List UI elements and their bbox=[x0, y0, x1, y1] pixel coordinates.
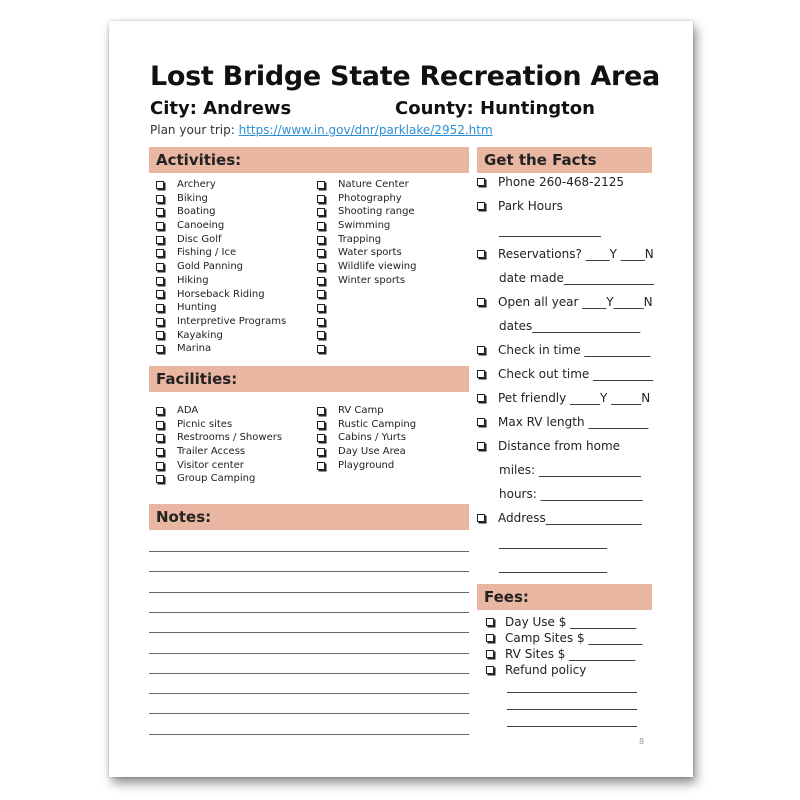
notes-line[interactable] bbox=[149, 632, 469, 633]
checklist-item[interactable] bbox=[317, 329, 416, 343]
fact-distance-text: Distance from home bbox=[498, 439, 621, 453]
address-line-1[interactable]: __________________ bbox=[499, 535, 607, 549]
checklist-label: RV Camp bbox=[338, 405, 384, 416]
fact-park-hours-text: Park Hours bbox=[498, 199, 563, 213]
fact-open-all-year[interactable] bbox=[477, 295, 653, 309]
refund-line-3[interactable] bbox=[507, 726, 637, 727]
notes-line[interactable] bbox=[149, 693, 469, 694]
checklist-label: Winter sports bbox=[338, 274, 406, 286]
checklist-label: Cabins / Yurts bbox=[338, 432, 407, 444]
checkbox[interactable] bbox=[317, 222, 325, 230]
checklist-label: Kayaking bbox=[177, 329, 223, 341]
checkbox[interactable] bbox=[317, 290, 325, 298]
checkbox[interactable] bbox=[156, 290, 164, 298]
checkbox[interactable] bbox=[477, 442, 485, 450]
checklist-item[interactable] bbox=[156, 472, 282, 486]
checkbox[interactable] bbox=[156, 434, 164, 442]
checkbox[interactable] bbox=[317, 331, 325, 339]
checkbox[interactable] bbox=[156, 448, 164, 456]
checkbox[interactable] bbox=[317, 249, 325, 257]
checklist-item[interactable] bbox=[317, 178, 416, 192]
checkbox[interactable] bbox=[156, 195, 164, 203]
checkbox[interactable] bbox=[156, 304, 164, 312]
checklist-label: Archery bbox=[177, 179, 216, 190]
checkbox[interactable] bbox=[317, 236, 325, 244]
checklist-label: Fishing / Ice bbox=[177, 247, 237, 259]
checkbox[interactable] bbox=[156, 407, 164, 415]
checklist-item[interactable] bbox=[486, 630, 642, 646]
checklist-item[interactable] bbox=[317, 315, 416, 329]
fact-check-out-text: Check out time __________ bbox=[498, 367, 654, 381]
checklist-label: Shooting range bbox=[338, 206, 415, 218]
checkbox[interactable] bbox=[156, 345, 164, 353]
checklist-item[interactable] bbox=[156, 246, 286, 260]
page-number: 8 bbox=[639, 737, 645, 746]
fact-check-in-text: Check in time ___________ bbox=[498, 343, 651, 357]
checkbox[interactable] bbox=[156, 462, 164, 470]
checkbox[interactable] bbox=[156, 181, 164, 189]
notes-line[interactable] bbox=[149, 551, 469, 552]
checklist-label: Playground bbox=[338, 459, 395, 471]
checkbox[interactable] bbox=[317, 208, 325, 216]
checkbox[interactable] bbox=[317, 407, 325, 415]
checklist-item[interactable] bbox=[156, 192, 286, 206]
checklist-label: Hunting bbox=[177, 302, 217, 314]
checklist-label: Nature Center bbox=[338, 179, 409, 190]
checklist-label: Group Camping bbox=[177, 473, 256, 485]
plan-trip-label: Plan your trip: bbox=[150, 123, 239, 137]
checklist-item[interactable] bbox=[317, 219, 416, 233]
checkbox[interactable] bbox=[486, 666, 494, 674]
activities-heading: Activities: bbox=[149, 147, 469, 173]
fact-phone-text: Phone 260-468-2125 bbox=[498, 175, 624, 189]
checkbox[interactable] bbox=[317, 318, 325, 326]
checkbox[interactable] bbox=[486, 618, 494, 626]
checklist-item[interactable] bbox=[486, 646, 642, 662]
notes-line[interactable] bbox=[149, 653, 469, 654]
checkbox[interactable] bbox=[156, 222, 164, 230]
fact-date-made[interactable]: date made_______________ bbox=[499, 271, 654, 285]
checklist-item[interactable] bbox=[156, 404, 282, 418]
fact-phone[interactable] bbox=[477, 175, 624, 189]
fact-dates[interactable]: dates__________________ bbox=[499, 319, 641, 333]
checkbox[interactable] bbox=[477, 202, 485, 210]
checkbox[interactable] bbox=[317, 462, 325, 470]
checkbox[interactable] bbox=[317, 263, 325, 271]
checklist-item[interactable] bbox=[317, 192, 416, 206]
checkbox[interactable] bbox=[486, 650, 494, 658]
fees-heading: Fees: bbox=[477, 584, 652, 610]
checkbox[interactable] bbox=[317, 421, 325, 429]
activities-list-right bbox=[317, 178, 416, 356]
checklist-item[interactable] bbox=[486, 662, 642, 678]
checklist-label: Hiking bbox=[177, 274, 209, 286]
checklist-item[interactable] bbox=[156, 329, 286, 343]
notes-line[interactable] bbox=[149, 571, 469, 572]
checklist-item[interactable] bbox=[317, 246, 416, 260]
park-website-link[interactable]: https://www.in.gov/dnr/parklake/2952.htm bbox=[238, 123, 493, 137]
fact-hours[interactable]: hours: _________________ bbox=[499, 487, 643, 501]
checklist-label: Horseback Riding bbox=[177, 288, 265, 300]
checklist-item[interactable] bbox=[317, 418, 416, 432]
fact-check-out[interactable] bbox=[477, 367, 653, 381]
notes-line[interactable] bbox=[149, 673, 469, 674]
checkbox[interactable] bbox=[156, 318, 164, 326]
checklist-item[interactable] bbox=[317, 459, 416, 473]
facilities-heading: Facilities: bbox=[149, 366, 469, 392]
checklist-item[interactable] bbox=[486, 614, 642, 630]
checkbox[interactable] bbox=[477, 298, 485, 306]
facts-heading: Get the Facts bbox=[477, 147, 652, 173]
checkbox[interactable] bbox=[486, 634, 494, 642]
checklist-label: Canoeing bbox=[177, 220, 225, 232]
facilities-list-left bbox=[156, 404, 282, 486]
checkbox[interactable] bbox=[317, 345, 325, 353]
checklist-label: Interpretive Programs bbox=[177, 315, 287, 327]
checklist-item[interactable] bbox=[317, 301, 416, 315]
notes-line[interactable] bbox=[149, 734, 469, 735]
notes-line[interactable] bbox=[149, 713, 469, 714]
checklist-label: Wildlife viewing bbox=[338, 261, 417, 273]
checkbox[interactable] bbox=[156, 475, 164, 483]
checklist-label: Trapping bbox=[338, 233, 382, 245]
checkbox[interactable] bbox=[156, 421, 164, 429]
fees-list bbox=[486, 614, 642, 678]
checkbox[interactable] bbox=[156, 263, 164, 271]
checklist-label: Biking bbox=[177, 192, 208, 204]
fact-address[interactable] bbox=[477, 511, 642, 525]
checkbox[interactable] bbox=[477, 418, 485, 426]
refund-line-1[interactable] bbox=[507, 692, 637, 693]
checkbox[interactable] bbox=[317, 304, 325, 312]
checklist-item[interactable] bbox=[156, 315, 286, 329]
checkbox[interactable] bbox=[156, 236, 164, 244]
form-page bbox=[109, 21, 693, 777]
notes-line[interactable] bbox=[149, 592, 469, 593]
notes-heading: Notes: bbox=[149, 504, 469, 530]
park-hours-line[interactable]: _________________ bbox=[499, 223, 601, 237]
checkbox[interactable] bbox=[317, 448, 325, 456]
checkbox[interactable] bbox=[156, 249, 164, 257]
checklist-item[interactable] bbox=[317, 288, 416, 302]
checkbox[interactable] bbox=[477, 346, 485, 354]
checklist-item[interactable] bbox=[317, 233, 416, 247]
activities-list-left bbox=[156, 178, 286, 356]
fact-pet-friendly[interactable] bbox=[477, 391, 650, 405]
checkbox[interactable] bbox=[317, 195, 325, 203]
checkbox[interactable] bbox=[317, 181, 325, 189]
checklist-label: Water sports bbox=[338, 247, 402, 259]
checklist-label: Restrooms / Showers bbox=[177, 432, 283, 444]
checklist-label: Trailer Access bbox=[177, 446, 246, 458]
checklist-label: ADA bbox=[177, 405, 199, 416]
checklist-item[interactable] bbox=[317, 274, 416, 288]
checkbox[interactable] bbox=[477, 250, 485, 258]
city-label: City: Andrews bbox=[150, 98, 292, 119]
checklist-label: Boating bbox=[177, 206, 216, 218]
checklist-label: RV Sites $ ___________ bbox=[505, 647, 636, 661]
checklist-item[interactable] bbox=[317, 260, 416, 274]
checklist-item[interactable] bbox=[156, 205, 286, 219]
fact-miles[interactable]: miles: _________________ bbox=[499, 463, 641, 477]
checklist-item[interactable] bbox=[156, 288, 286, 302]
address-line-2[interactable]: __________________ bbox=[499, 559, 607, 573]
checkbox[interactable] bbox=[317, 434, 325, 442]
checklist-label: Disc Golf bbox=[177, 233, 222, 245]
page-title: Lost Bridge State Recreation Area bbox=[150, 61, 660, 92]
fact-reservations-text: Reservations? ____Y ____N bbox=[498, 247, 654, 261]
checklist-item[interactable] bbox=[317, 431, 416, 445]
checklist-label: Day Use $ ___________ bbox=[505, 615, 637, 629]
checklist-item[interactable] bbox=[317, 445, 416, 459]
fact-distance[interactable] bbox=[477, 439, 620, 453]
checklist-item[interactable] bbox=[156, 233, 286, 247]
checkbox[interactable] bbox=[477, 370, 485, 378]
fact-reservations[interactable] bbox=[477, 247, 654, 261]
checklist-item[interactable] bbox=[156, 459, 282, 473]
fact-park-hours[interactable] bbox=[477, 199, 563, 213]
fact-check-in[interactable] bbox=[477, 343, 650, 357]
county-label: County: Huntington bbox=[395, 98, 595, 119]
checklist-item[interactable] bbox=[156, 431, 282, 445]
checklist-label: Photography bbox=[338, 192, 402, 204]
checklist-item[interactable] bbox=[156, 445, 282, 459]
checklist-label: Camp Sites $ _________ bbox=[505, 631, 643, 645]
notes-line[interactable] bbox=[149, 612, 469, 613]
checklist-item[interactable] bbox=[317, 342, 416, 356]
checklist-item[interactable] bbox=[156, 342, 286, 356]
checklist-item[interactable] bbox=[156, 274, 286, 288]
checkbox[interactable] bbox=[477, 514, 485, 522]
checklist-item[interactable] bbox=[317, 404, 416, 418]
fact-max-rv-text: Max RV length __________ bbox=[498, 415, 649, 429]
checklist-label: Gold Panning bbox=[177, 261, 244, 273]
checklist-item[interactable] bbox=[156, 418, 282, 432]
fact-open-all-year-text: Open all year ____Y_____N bbox=[498, 295, 653, 309]
checklist-item[interactable] bbox=[156, 178, 286, 192]
checklist-label: Swimming bbox=[338, 220, 391, 232]
checklist-item[interactable] bbox=[156, 219, 286, 233]
checklist-label: Rustic Camping bbox=[338, 418, 417, 430]
fact-max-rv[interactable] bbox=[477, 415, 648, 429]
checkbox[interactable] bbox=[477, 178, 485, 186]
checkbox[interactable] bbox=[156, 208, 164, 216]
checklist-label: Visitor center bbox=[177, 459, 244, 471]
checklist-item[interactable] bbox=[156, 260, 286, 274]
checkbox[interactable] bbox=[317, 277, 325, 285]
facilities-list-right bbox=[317, 404, 416, 472]
checkbox[interactable] bbox=[156, 277, 164, 285]
checkbox[interactable] bbox=[156, 331, 164, 339]
checklist-label: Picnic sites bbox=[177, 418, 233, 430]
checklist-label: Refund policy bbox=[505, 663, 587, 677]
checkbox[interactable] bbox=[477, 394, 485, 402]
checklist-label: Marina bbox=[177, 343, 212, 355]
fact-address-text: Address________________ bbox=[498, 511, 642, 525]
plan-trip-line bbox=[150, 123, 493, 137]
refund-line-2[interactable] bbox=[507, 709, 637, 710]
checklist-item[interactable] bbox=[317, 205, 416, 219]
fact-pet-friendly-text: Pet friendly _____Y _____N bbox=[498, 391, 651, 405]
checklist-label: Day Use Area bbox=[338, 446, 406, 458]
checklist-item[interactable] bbox=[156, 301, 286, 315]
